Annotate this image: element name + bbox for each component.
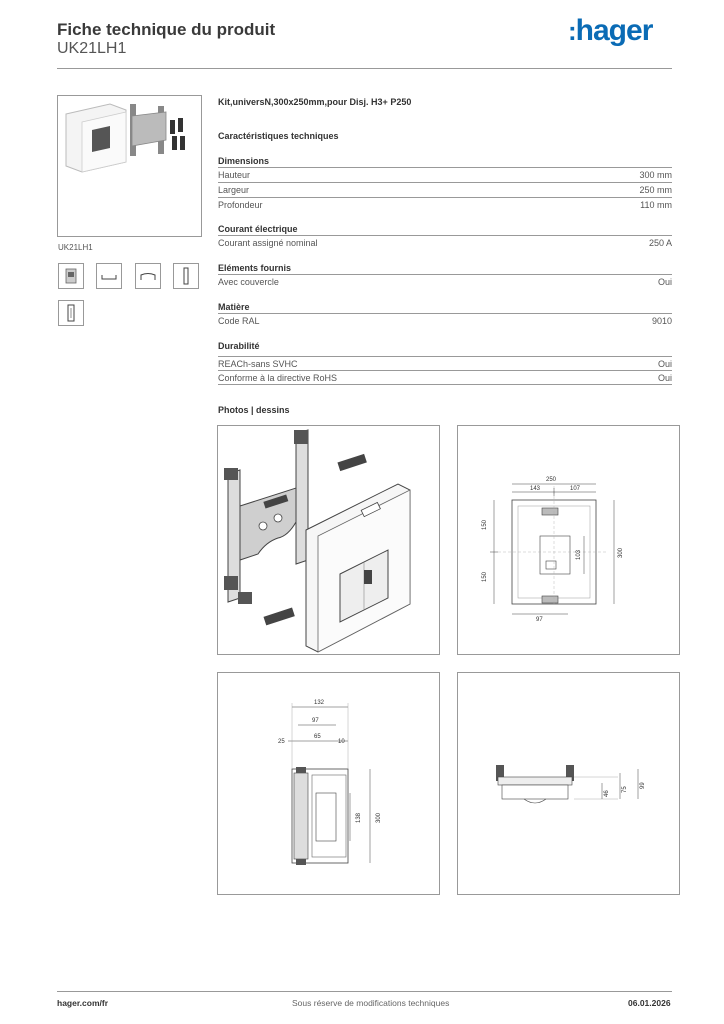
spec-label: REACh-sans SVHC [218, 359, 298, 369]
spec-value: Oui [657, 359, 672, 369]
dim-lower-height: 150 [482, 571, 488, 582]
footer-date: 06.01.2026 [628, 998, 671, 1008]
spec-row [218, 313, 672, 328]
product-main-image[interactable] [57, 95, 202, 237]
page-title: Fiche technique du produit [57, 20, 276, 39]
spec-table-bottom-rule [218, 384, 672, 385]
spec-value: Oui [657, 277, 672, 287]
spec-row [218, 167, 672, 182]
dim-total-width: 250 [546, 477, 557, 483]
dim-side-height: 300 [376, 812, 382, 823]
product-reference: UK21LH1 [57, 40, 127, 57]
footer-website-link[interactable]: hager.com/fr [57, 998, 109, 1008]
dim-side-top: 132 [314, 700, 325, 706]
drawing-side-dimensions[interactable] [217, 672, 440, 895]
spec-value: 250 mm [639, 185, 672, 195]
spec-row [218, 274, 672, 289]
spec-label: Hauteur [218, 170, 251, 180]
logo-text: hager [575, 14, 653, 47]
dim-profile-c: 99 [640, 782, 646, 789]
spec-row [218, 235, 672, 250]
spec-label: Profondeur [218, 200, 263, 210]
spec-row [218, 182, 672, 197]
photos-heading: Photos | dessins [218, 405, 290, 415]
spec-row [218, 356, 672, 371]
dim-left-width: 143 [530, 486, 541, 492]
thumbnail-1[interactable] [58, 263, 84, 289]
dim-inner-height: 103 [576, 549, 582, 560]
dim-profile-b: 75 [622, 786, 628, 793]
thumbnail-2[interactable] [96, 263, 122, 289]
specs-heading: Caractéristiques techniques [218, 131, 339, 141]
drawing-front-dimensions[interactable] [457, 425, 680, 655]
thumbnail-4[interactable] [173, 263, 199, 289]
dim-bottom-width: 97 [536, 617, 543, 623]
spec-group-title: Eléments fournis [218, 263, 292, 273]
dim-upper-height: 150 [482, 519, 488, 530]
dim-side-a: 25 [278, 739, 285, 745]
thumbnail-5[interactable] [58, 300, 84, 326]
dim-right-width: 107 [570, 486, 581, 492]
thumbnail-3[interactable] [135, 263, 161, 289]
logo-dots: : [568, 16, 576, 46]
spec-row [218, 197, 672, 212]
spec-value: 300 mm [639, 170, 672, 180]
spec-label: Courant assigné nominal [218, 238, 318, 248]
spec-group-title: Courant électrique [218, 224, 298, 234]
spec-label: Code RAL [218, 316, 260, 326]
dim-side-c: 10 [338, 739, 345, 745]
header-divider [57, 68, 672, 69]
dim-side-b: 65 [314, 734, 321, 740]
spec-value: Oui [657, 373, 672, 383]
dim-side-mid: 97 [312, 718, 319, 724]
spec-value: 9010 [651, 316, 672, 326]
spec-label: Largeur [218, 185, 250, 195]
spec-group-title: Dimensions [218, 156, 270, 166]
photo-exploded-view[interactable] [217, 425, 440, 655]
footer-divider [57, 991, 672, 992]
spec-group-title: Durabilité [218, 341, 260, 351]
spec-label: Conforme à la directive RoHS [218, 373, 338, 383]
spec-value: 250 A [648, 238, 672, 248]
spec-label: Avec couvercle [218, 277, 279, 287]
spec-group-title: Matière [218, 302, 250, 312]
thumbnail-caption: UK21LH1 [58, 243, 93, 252]
spec-row [218, 370, 672, 385]
footer-disclaimer: Sous réserve de modifications techniques [292, 998, 450, 1008]
drawing-profile-dimensions[interactable] [457, 672, 680, 895]
dim-side-inner: 138 [356, 812, 362, 823]
hager-logo[interactable] [568, 14, 652, 48]
product-description: Kit,universN,300x250mm,pour Disj. H3+ P250 [218, 97, 412, 107]
spec-value: 110 mm [640, 200, 672, 210]
dim-profile-a: 46 [604, 790, 610, 797]
dim-total-height: 300 [618, 547, 624, 558]
